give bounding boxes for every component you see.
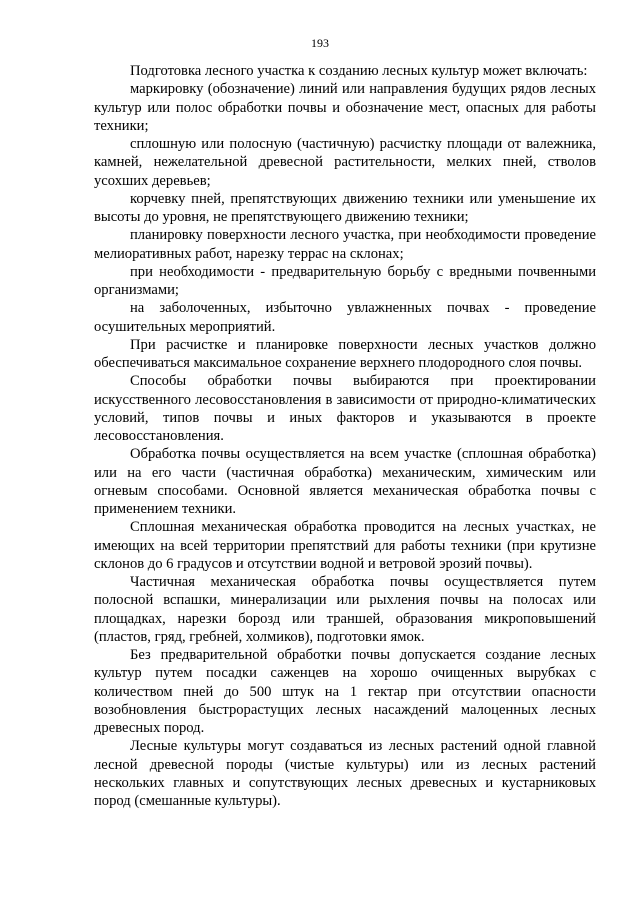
paragraph-6: при необходимости - предварительную борьбу с вредными почвенными организмами; — [94, 263, 596, 298]
paragraph-13: Без предварительной обработки почвы допускается создание лесных культур путем посадки саженцев на хорошо очищенных вырубках с количеством пней до 500 штук на 1 гектар при отсутствии опасности возобновления быстрорастущих лесных насаждений малоценных лесных древесных пород. — [94, 647, 596, 736]
page-number: 193 — [311, 36, 329, 50]
paragraph-5: планировку поверхности лесного участка, при необходимости проведение мелиоративных работ, нарезку террас на склонах; — [94, 227, 596, 262]
paragraph-3: сплошную или полосную (частичную) расчистку площади от валежника, камней, нежелательной древесной растительности, мелких пней, стволов усохших деревьев; — [94, 136, 596, 189]
document-body — [94, 62, 596, 810]
paragraph-10: Обработка почвы осуществляется на всем участке (сплошная обработка) или на его части (частичная обработка) механическим, химическим или огневым способами. Основной является механическая обработка почвы с применением техники. — [94, 446, 596, 517]
paragraph-4: корчевку пней, препятствующих движению техники или уменьшение их высоты до уровня, не препятствующего движению техники; — [94, 190, 596, 225]
paragraph-2: маркировку (обозначение) линий или направления будущих рядов лесных культур или полос обработки почвы и обозначение мест, опасных для работы техники; — [94, 81, 596, 134]
paragraph-9: Способы обработки почвы выбираются при проектировании искусственного лесовосстановления в зависимости от природно-климатических условий, типов почвы и иных факторов и указываются в проекте лесовосстановления. — [94, 373, 596, 444]
paragraph-14: Лесные культуры могут создаваться из лесных растений одной главной лесной древесной породы (чистые культуры) или из лесных растений нескольких главных и сопутствующих лесных древесных и кустарниковых пород (смешанные культуры). — [94, 738, 596, 809]
paragraph-7: на заболоченных, избыточно увлажненных почвах - проведение осушительных мероприятий. — [94, 300, 596, 335]
paragraph-8: При расчистке и планировке поверхности лесных участков должно обеспечиваться максимальное сохранение верхнего плодородного слоя почвы. — [94, 336, 596, 371]
paragraph-1: Подготовка лесного участка к созданию лесных культур может включать: — [130, 63, 588, 79]
paragraph-12: Частичная механическая обработка почвы осуществляется путем полосной вспашки, минерализации или рыхления почвы на полосах или площадках, нарезки борозд или траншей, образования микроповышений (пластов, гряд, гребней, холмиков), подготовки ямок. — [94, 574, 596, 645]
paragraph-11: Сплошная механическая обработка проводится на лесных участках, не имеющих на всей территории препятствий для работы техники (при крутизне склонов до 6 градусов и отсутствии водной и ветровой эрозий почвы). — [94, 519, 596, 572]
